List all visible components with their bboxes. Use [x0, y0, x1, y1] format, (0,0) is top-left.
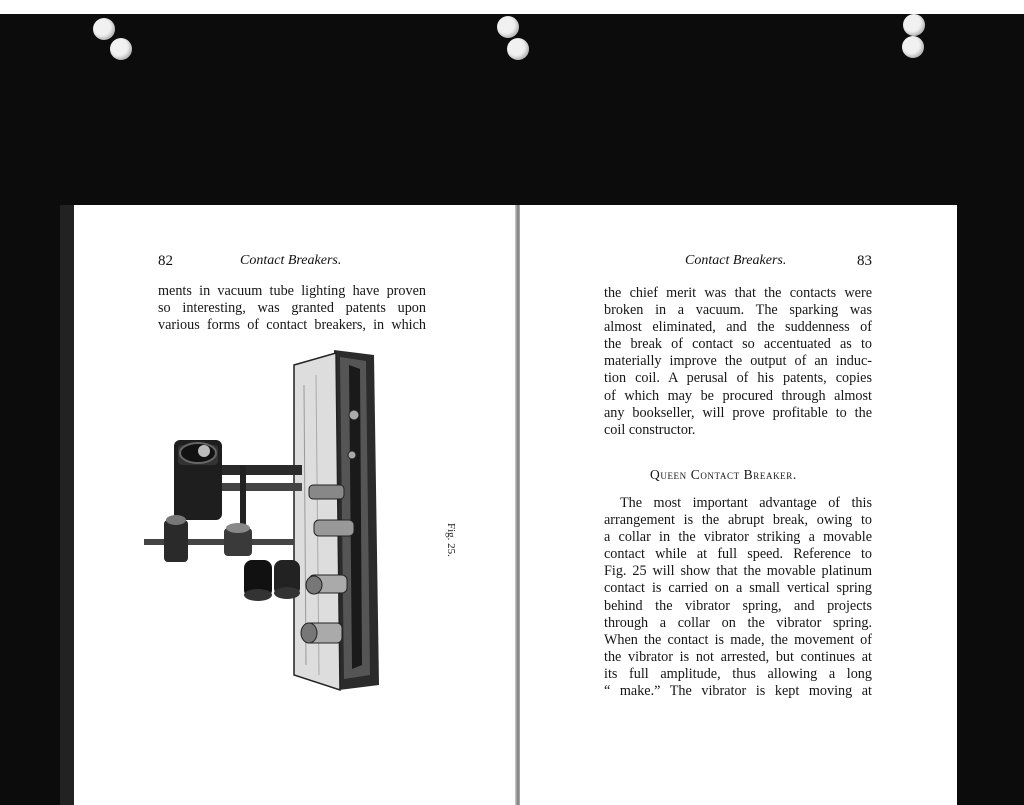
right-page-paragraph-2 — [604, 495, 872, 700]
text-line: coil constructor. — [604, 421, 696, 438]
text-line: tion coil. A perusal of his patents, copies — [604, 370, 872, 387]
section-heading: Queen Contact Breaker. — [650, 467, 797, 482]
text-line: any bookseller, will prove profitable to the — [604, 404, 872, 421]
text-line: When the contact is made, the movement of — [604, 631, 872, 648]
binder-hole — [902, 36, 924, 58]
text-line: contact while at full speed. Reference to — [604, 546, 872, 563]
running-head-right: Contact Breakers. — [685, 253, 787, 268]
text-line: contact is carried on a small vertical spring — [604, 580, 872, 597]
text-line: The most important advantage of this — [620, 495, 872, 511]
text-line: the break of contact so accentuated as to — [604, 336, 872, 353]
text-line: its full amplitude, thus allowing a long — [604, 665, 872, 682]
contact-breaker-illustration — [144, 345, 444, 705]
right-page — [520, 205, 957, 805]
page-number-left: 82 — [158, 253, 173, 269]
text-line: through a collar on the vibrator spring. — [604, 614, 872, 631]
text-line: so interesting, was granted patents upon — [158, 300, 426, 317]
text-line: Fig. 25 will show that the movable platinum — [604, 563, 872, 580]
text-line: almost eliminated, and the suddenness of — [604, 319, 872, 336]
binder-hole — [110, 38, 132, 60]
text-line: the vibrator is not arrested, but continues at — [604, 648, 872, 665]
left-page — [60, 205, 518, 805]
left-page-text — [158, 283, 426, 334]
binder-hole — [507, 38, 529, 60]
binder-hole — [497, 16, 519, 38]
text-line: broken in a vacuum. The sparking was — [604, 302, 872, 319]
scan-top-edge — [0, 0, 1024, 14]
text-line: the chief merit was that the contacts were — [604, 285, 872, 301]
page-number-right: 83 — [857, 253, 872, 269]
text-line: of which may be procured through almost — [604, 387, 872, 404]
text-line: “ make.” The vibrator is kept moving at — [604, 683, 872, 700]
text-line: arrangement is the abrupt break, owing to — [604, 512, 872, 529]
text-line: behind the vibrator spring, and projects — [604, 597, 872, 614]
figure-label: Fig. 25. — [445, 523, 457, 557]
running-head-left: Contact Breakers. — [240, 253, 342, 268]
binder-hole — [903, 14, 925, 36]
text-line: materially improve the output of an induc- — [604, 353, 872, 370]
text-line: ments in vacuum tube lighting have proven — [158, 283, 426, 299]
binder-hole — [93, 18, 115, 40]
right-page-paragraph-1 — [604, 285, 872, 439]
text-line: a collar in the vibrator striking a movable — [604, 529, 872, 546]
text-line: various forms of contact breakers, in which — [158, 317, 426, 334]
